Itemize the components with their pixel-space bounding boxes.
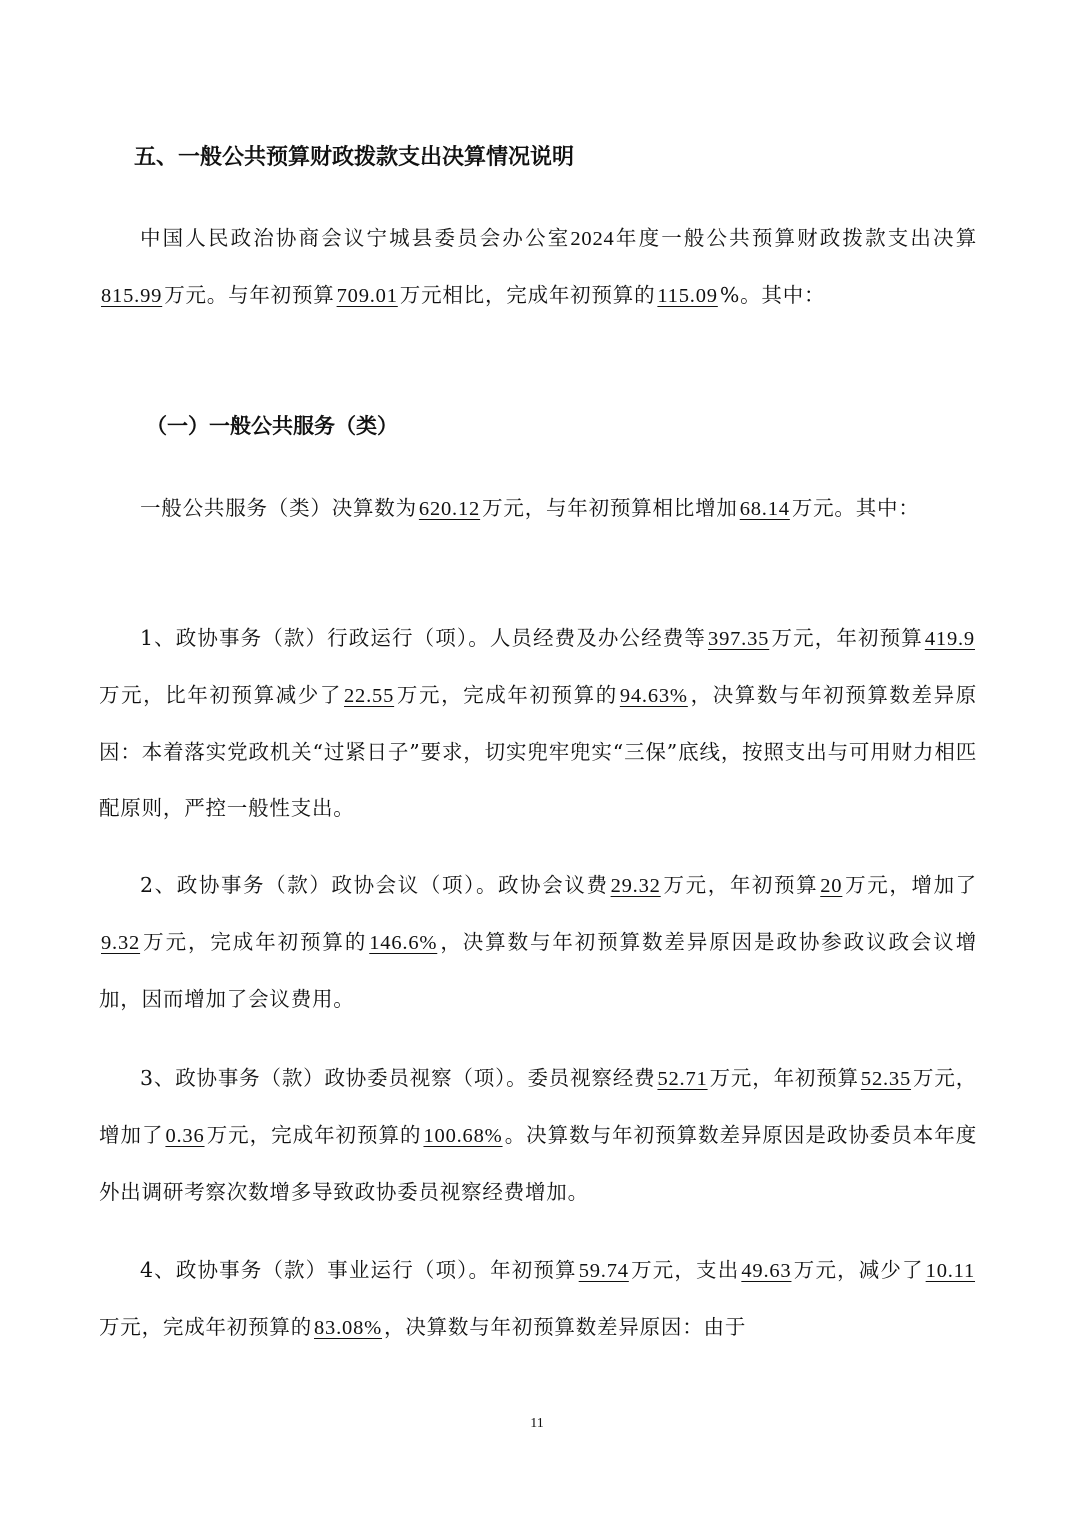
item-4-text: ，决算数与年初预算数差异原因：由于 [384, 1315, 747, 1339]
item-2-increase-value: 9.32 [101, 932, 141, 954]
general-public-services-paragraph [99, 480, 977, 537]
item-2-text: ，决算数与年初预算数差异原因是政协参政议政会议增加，因而增加了会议费用。 [99, 930, 978, 1011]
item-3-text: 3、政协事务（款）政协委员视察（项）。委员视察经费 [140, 1066, 656, 1090]
item-2-paragraph [99, 857, 977, 1027]
item-2-text: 万元，增加了 [844, 873, 977, 897]
item-2-text: 万元，完成年初预算的 [142, 930, 368, 954]
item-3-paragraph [99, 1050, 977, 1220]
item-1-text: 万元，年初预算 [771, 626, 923, 650]
intro-text: 年度一般公共预算财政拨款支出决算 [614, 226, 977, 250]
item-3-text: 万元，完成年初预算的 [206, 1123, 422, 1147]
intro-paragraph [99, 210, 977, 324]
section-heading: 五、一般公共预算财政拨款支出决算情况说明 [134, 145, 575, 170]
gps-text: 万元。其中： [791, 496, 920, 520]
item-1-text: ，决算数与年初预算数差异原因：本着落实党政机关“过紧日子”要求，切实兜牢兜实“三保”底线，按照支出与可用财力相匹配原则，严控一般性支出。 [99, 683, 977, 820]
intro-year: 2024 [570, 228, 615, 250]
item-3-expenditure-value: 52.71 [657, 1068, 708, 1090]
item-2-text: 万元，年初预算 [662, 873, 819, 897]
item-3-increase-value: 0.36 [165, 1125, 205, 1147]
item-1-rate-value: 94.63% [619, 685, 688, 707]
item-4-decrease-value: 10.11 [925, 1260, 976, 1282]
item-1-paragraph [99, 610, 977, 836]
gps-expenditure-value: 620.12 [418, 498, 481, 520]
item-1-text: 1、政协事务（款）行政运行（项）。人员经费及办公经费等 [140, 626, 707, 650]
item-1-expenditure-value: 397.35 [708, 628, 770, 650]
item-4-expenditure-value: 49.63 [741, 1260, 792, 1282]
item-4-text: 万元，减少了 [793, 1258, 924, 1282]
item-1-text: 万元，比年初预算减少了 [99, 683, 342, 707]
item-4-text: 万元，完成年初预算的 [99, 1315, 312, 1339]
intro-text: 万元相比，完成年初预算的 [399, 283, 656, 307]
item-1-budget-value: 419.9 [924, 628, 975, 650]
item-4-text: 4、政协事务（款）事业运行（项）。年初预算 [140, 1258, 577, 1282]
intro-text: 中国人民政治协商会议宁城县委员会办公室 [140, 226, 571, 250]
item-2-text: 2、政协事务（款）政协会议（项）。政协会议费 [140, 873, 609, 897]
item-3-budget-value: 52.35 [860, 1068, 912, 1090]
item-4-paragraph [99, 1242, 977, 1356]
intro-text: 万元。与年初预算 [164, 283, 335, 307]
item-3-text: 万元，年初预算 [709, 1066, 859, 1090]
item-3-text: 。决算数与年初预算数差异原因是政协委员本年度外出调研考察次数增多导致政协委员视察经费增加。 [99, 1123, 978, 1204]
item-1-decrease-value: 22.55 [344, 685, 395, 707]
gps-text: 一般公共服务（类）决算数为 [140, 496, 417, 520]
item-3-text: 万元，增加了 [99, 1066, 977, 1147]
total-expenditure-value: 815.99 [101, 285, 163, 307]
item-2-rate-value: 146.6% [369, 932, 438, 954]
subheading-general-public-services: （一）一般公共服务（类） [146, 414, 398, 438]
item-4-budget-value: 59.74 [578, 1260, 629, 1282]
item-1-text: 万元，完成年初预算的 [396, 683, 618, 707]
item-2-expenditure-value: 29.32 [610, 875, 661, 897]
completion-rate-value: 115.09 [657, 285, 718, 307]
item-4-rate-value: 83.08% [314, 1317, 383, 1339]
item-2-budget-value: 20 [820, 875, 843, 897]
item-4-text: 万元，支出 [630, 1258, 740, 1282]
intro-text: %。其中： [719, 283, 826, 307]
item-3-rate-value: 100.68% [423, 1125, 503, 1147]
page-number: 11 [530, 1416, 544, 1431]
gps-increase-value: 68.14 [739, 498, 790, 520]
gps-text: 万元，与年初预算相比增加 [482, 496, 738, 520]
initial-budget-value: 709.01 [336, 285, 398, 307]
